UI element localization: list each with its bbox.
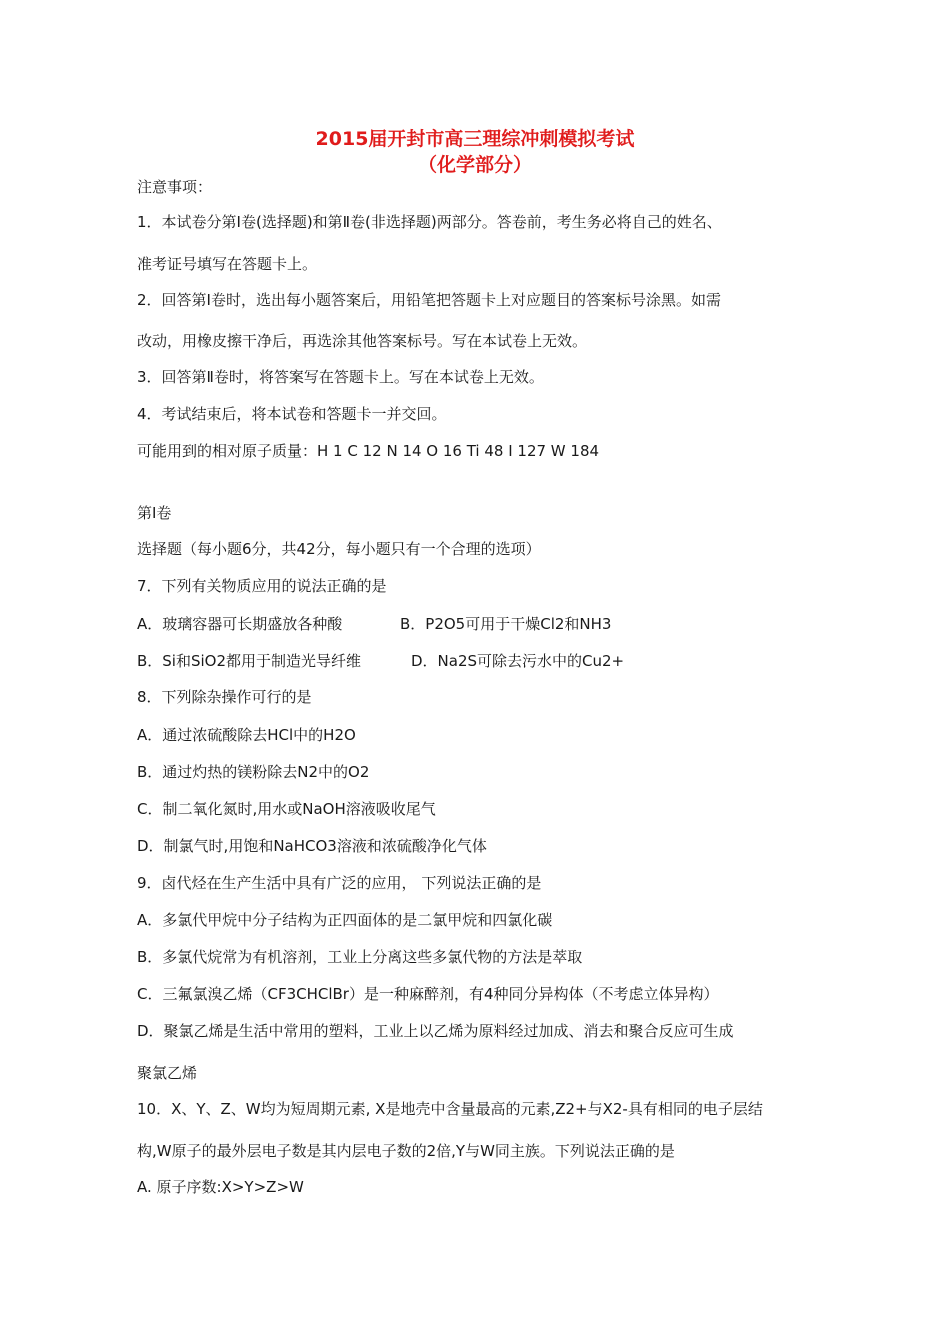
- q10-stem-cont: 构,W原子的最外层电子数是其内层电子数的2倍,Y与W同主族。下列说法正确的是: [137, 1142, 675, 1160]
- q8-option-a: A．通过浓硫酸除去HCl中的H2O: [137, 726, 356, 744]
- q9-option-d-cont: 聚氯乙烯: [137, 1064, 198, 1082]
- q7-stem: 7．下列有关物质应用的说法正确的是: [137, 577, 387, 595]
- q8-option-b: B．通过灼热的镁粉除去N2中的O2: [137, 763, 370, 781]
- q9-option-b: B．多氯代烷常为有机溶剂，工业上分离这些多氯代物的方法是萃取: [137, 948, 583, 966]
- notice-item-2: 2．回答第Ⅰ卷时，选出每小题答案后，用铅笔把答题卡上对应题目的答案标号涂黑。如需: [137, 291, 721, 309]
- q10-option-a: A. 原子序数:X>Y>Z>W: [137, 1178, 304, 1196]
- notice-item-4: 4．考试结束后，将本试卷和答题卡一并交回。: [137, 405, 447, 423]
- section-instruction: 选择题（每小题6分，共42分，每小题只有一个合理的选项）: [137, 540, 541, 558]
- exam-subtitle: （化学部分）: [417, 154, 532, 176]
- q8-option-c: C．制二氧化氮时,用水或NaOH溶液吸收尾气: [137, 800, 436, 818]
- q9-option-d: D．聚氯乙烯是生活中常用的塑料，工业上以乙烯为原料经过加成、消去和聚合反应可生成: [137, 1022, 734, 1040]
- atomic-mass-line: 可能用到的相对原子质量：H 1 C 12 N 14 O 16 Ti 48 I 127 W 184: [137, 442, 600, 460]
- q8-stem: 8．下列除杂操作可行的是: [137, 688, 312, 706]
- q7-option-a: A．玻璃容器可长期盛放各种酸: [137, 615, 343, 633]
- q7-option-b: B．P2O5可用于干燥Cl2和NH3: [400, 615, 612, 633]
- exam-title: 2015届开封市高三理综冲刺模拟考试: [315, 128, 635, 150]
- q7-option-d: D．Na2S可除去污水中的Cu2+: [411, 652, 625, 670]
- notice-heading: 注意事项：: [137, 178, 213, 196]
- notice-item-3: 3．回答第Ⅱ卷时，将答案写在答题卡上。写在本试卷上无效。: [137, 368, 544, 386]
- section-heading: 第Ⅰ卷: [137, 504, 172, 522]
- q9-option-c: C．三氟氯溴乙烯（CF3CHClBr）是一种麻醉剂，有4种同分异构体（不考虑立体异构）: [137, 985, 719, 1003]
- q10-stem: 10．X、Y、Z、W均为短周期元素, X是地壳中含量最高的元素,Z2+与X2-具有相同的电子层结: [137, 1100, 763, 1118]
- notice-item-1: 1．本试卷分第Ⅰ卷(选择题)和第Ⅱ卷(非选择题)两部分。答卷前，考生务必将自己的姓名、: [137, 213, 722, 231]
- q9-option-a: A．多氯代甲烷中分子结构为正四面体的是二氯甲烷和四氯化碳: [137, 911, 553, 929]
- q7-option-c: B．Si和SiO2都用于制造光导纤维: [137, 652, 362, 670]
- q8-option-d: D．制氯气时,用饱和NaHCO3溶液和浓硫酸净化气体: [137, 837, 487, 855]
- notice-item-2-cont: 改动，用橡皮擦干净后，再选涂其他答案标号。写在本试卷上无效。: [137, 332, 588, 350]
- q9-stem: 9．卤代烃在生产生活中具有广泛的应用， 下列说法正确的是: [137, 874, 542, 892]
- notice-item-1-cont: 准考证号填写在答题卡上。: [137, 255, 318, 273]
